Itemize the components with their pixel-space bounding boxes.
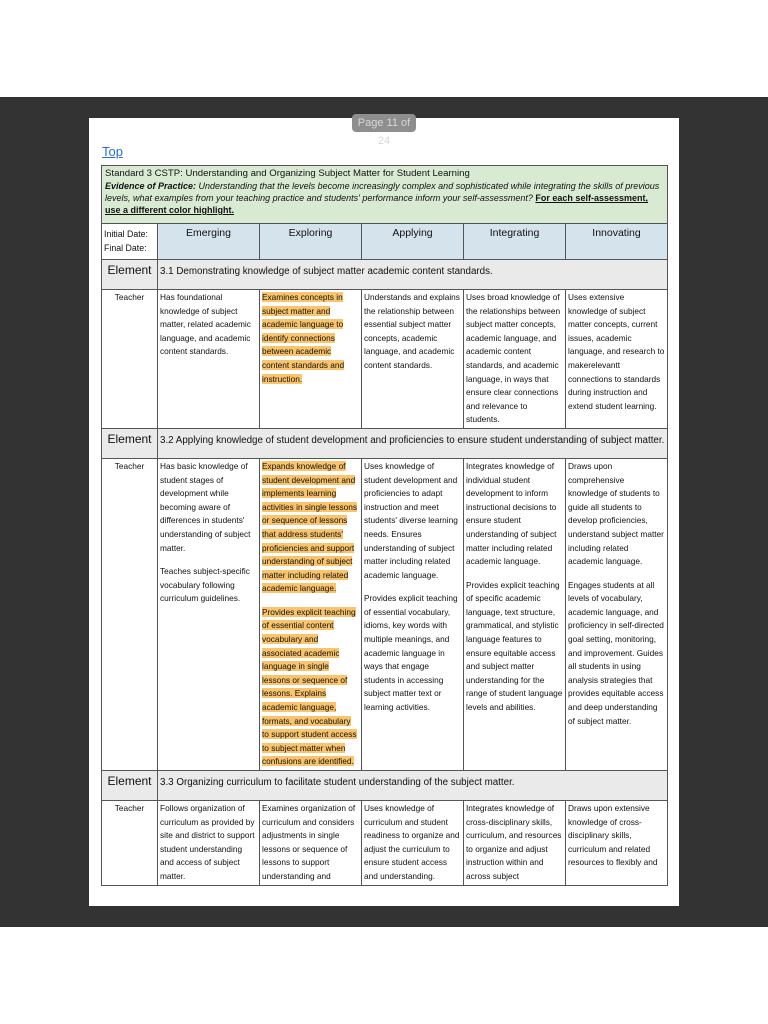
cell-paragraph: Draws upon comprehensive knowledge of students to guide all students to develop proficiencies, understand subject matter including related academic language. [568,460,664,567]
level-exploring: Exploring [260,224,362,260]
element-title: 3.1 Demonstrating knowledge of subject matter academic content standards. [158,260,668,290]
role-label: Teacher [102,290,158,429]
standard-header [102,166,668,224]
rubric-cell [260,290,362,429]
level-innovating: Innovating [566,224,668,260]
element-label: Element [102,260,158,290]
element-label: Element [102,428,158,458]
document-page [89,118,679,906]
standard-row [102,166,668,224]
element-row [102,771,668,801]
rubric-cell [158,458,260,770]
rubric-cell [362,458,464,770]
cell-paragraph: Integrates knowledge of individual student development to inform instructional decisions to ensure student understanding of subject matter including related academic language. [466,460,557,567]
rubric-cell: Uses broad knowledge of the relationships between subject matter concepts, academic language, and academic content standards, and academic language, in ways that ensure clear connections and relevance to students. [464,290,566,429]
final-date-label: Final Date: [104,243,147,253]
level-emerging: Emerging [158,224,260,260]
standard-title: Standard 3 CSTP: Understanding and Organizing Subject Matter for Student Learning [105,168,470,179]
rubric-cell: Integrates knowledge of cross-disciplinary skills, curriculum, and resources to organize and adjust instruction within and across subject [464,801,566,886]
rubric-cell: Draws upon extensive knowledge of cross-disciplinary skills, curriculum and related resources to flexibly and [566,801,668,886]
rubric-cell: Uses extensive knowledge of subject matter concepts, current issues, academic language, and research to makerelevantt connections to standards during instruction and extend student learning. [566,290,668,429]
rubric-table [101,165,668,886]
teacher-row [102,290,668,429]
highlighted-text: Provides explicit teaching of essential content vocabulary and associated academic language in single lessons or sequence of lessons. Explains academic language, formats, and vocabulary to support student access to subject matter when confusions are identified. [262,606,357,767]
element-row [102,260,668,290]
evidence-text: Understanding that the levels become increasingly complex and sophisticated while integrating the skills of previous levels, what examples from your teaching practice and students' performance inform your self-assessment? [105,181,660,203]
role-label: Teacher [102,801,158,886]
cell-paragraph: Provides explicit teaching of specific academic language, text structure, grammatical, and stylistic language features to ensure equitable access and subject matter understanding for the range of student language levels and abilities. [466,579,563,713]
cell-paragraph: Has basic knowledge of student stages of development while becoming aware of differences in students' understanding of subject matter. [160,460,251,553]
cell-paragraph: Uses knowledge of student development and proficiencies to adapt instruction and meet students' diverse learning needs. Ensures understanding of subject matter including related academic language. [364,460,458,580]
initial-date-label: Initial Date: [104,229,149,239]
evidence-note: For each self-assessment, use a different color highlight. [105,193,648,215]
cell-paragraph: Engages students at all levels of vocabulary, academic language, and proficiency in self-directed goal setting, monitoring, and improvement. Guides all students in using analysis strategies that provides equitable access and deep understanding of subject matter. [568,579,664,726]
level-header-row [102,224,668,260]
teacher-row [102,801,668,886]
cell-paragraph: Teaches subject-specific vocabulary following curriculum guidelines. [160,566,250,604]
rubric-cell: Follows organization of curriculum as provided by site and district to support student understanding and access of subject matter. [158,801,260,886]
highlighted-text: Examines concepts in subject matter and academic language to identify connections between academic content standards and instruction. [262,292,345,384]
top-link[interactable]: Top [102,144,123,159]
element-title: 3.3 Organizing curriculum to facilitate student understanding of the subject matter. [158,771,668,801]
page-indicator: Page 11 of 24 [352,114,416,132]
role-label: Teacher [102,458,158,770]
rubric-cell: Examines organization of curriculum and considers adjustments in single lessons or sequence of lessons to support understanding and [260,801,362,886]
level-integrating: Integrating [464,224,566,260]
level-applying: Applying [362,224,464,260]
standard-evidence [105,180,664,216]
element-title: 3.2 Applying knowledge of student development and proficiencies to ensure student understanding of subject matter. [158,428,668,458]
rubric-cell [260,458,362,770]
rubric-cell [464,458,566,770]
highlighted-text: Expands knowledge of student development and implements learning activities in single lessons or sequence of lessons that address students' proficiencies and support understanding of subject matter including related academic language. [262,460,357,594]
date-cell [102,224,158,260]
rubric-cell [566,458,668,770]
element-label: Element [102,771,158,801]
teacher-row [102,458,668,770]
cell-paragraph: Provides explicit teaching of essential vocabulary, idioms, key words with multiple meanings, and academic language in ways that engage students in accessing subject matter text or learning activities. [364,593,458,713]
evidence-label: Evidence of Practice: [105,181,197,191]
rubric-cell: Understands and explains the relationship between essential subject matter concepts, academic language, and academic content standards. [362,290,464,429]
rubric-cell: Uses knowledge of curriculum and student readiness to organize and adjust the curriculum to ensure student access and understanding. [362,801,464,886]
rubric-cell: Has foundational knowledge of subject matter, related academic language, and academic content standards. [158,290,260,429]
element-row [102,428,668,458]
